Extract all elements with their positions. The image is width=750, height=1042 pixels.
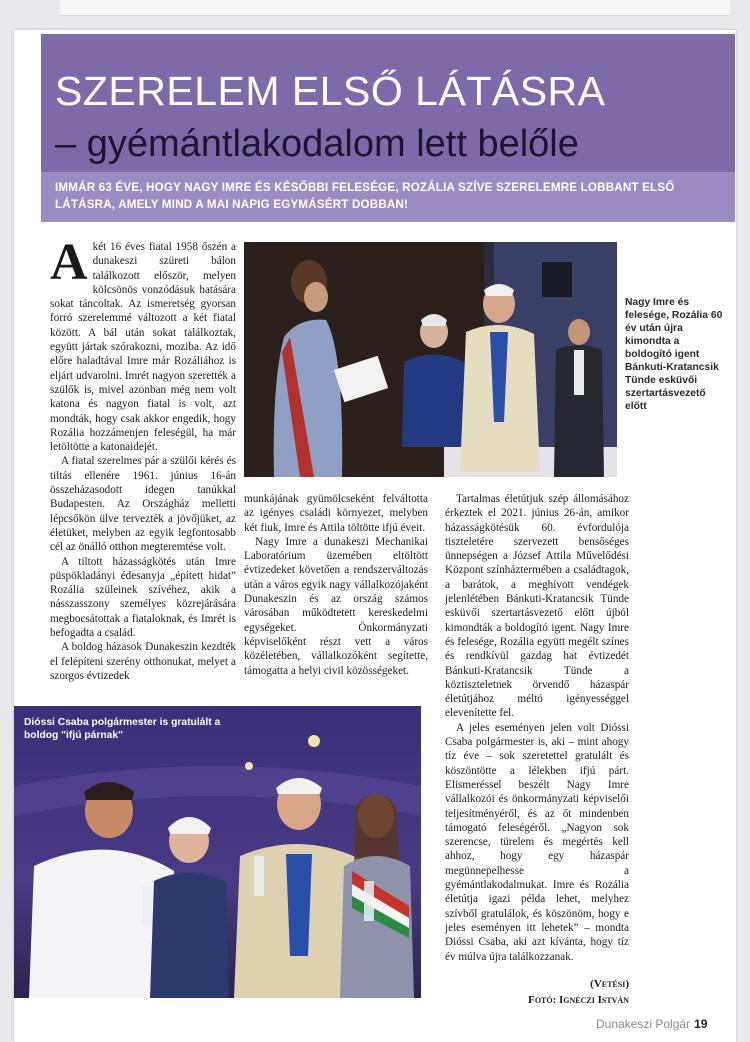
article-subtitle: – gyémántlakodalom lett belőle	[55, 123, 579, 165]
photo-credit: Fotó: Ignéczi István	[528, 994, 629, 1006]
ceremony-photo-image	[244, 242, 617, 477]
paragraph: A boldog házasok Dunakeszin kezdték el felépíteni szerény otthonukat, melyet a szorgos évtizedek	[50, 641, 236, 682]
paragraph: A két 16 éves fiatal 1958 őszén a dunakeszi szüreti bálon találkozott először, melyen kölcsönös vonzódásuk hatására sokat táncoltak. Az ismeretség gyorsan forró szerelemmé változott a két fiatal között. A bál után sokat találkoztak, együtt jártak szórakozni, moziba. Az idő előre haladtával Imre már Rozáliához is eljárt udvarolni. Imrét nagyon szerették a szülők is, mivel azonban még nem volt katona és nagyon fiatal is volt, azt mondták, hogy csak akkor engedik, hogy Rozália hozzámenjen feleségül, ha már letöltötte a katonaidejét.	[50, 234, 236, 454]
magazine-page	[14, 30, 736, 1042]
congratulation-photo	[14, 706, 421, 998]
magazine-name: Dunakeszi Polgár	[596, 1017, 691, 1031]
article-title: SZERELEM ELSŐ LÁTÁSRA	[55, 68, 606, 114]
ceremony-photo	[244, 242, 617, 477]
previous-page-edge	[60, 0, 730, 16]
paragraph: A fiatal szerelmes pár a szülői kérés és tiltás ellenére 1961. június 16-án összeházasodott idegen tanúkkal Budapesten. Az Országház melletti lépcsőkön ülve tervezték a jövőjüket, az életüket, melyben az egyik legfontosabb cél az önálló otthon megteremtése volt.	[50, 455, 236, 554]
congratulation-photo-image	[14, 706, 421, 998]
text-column-1	[50, 234, 236, 683]
paragraph: munkájának gyümölcseként felváltotta az igényes családi környezet, melyben két fiuk, Imre és Attila töltötte ifjú éveit.	[244, 493, 428, 534]
title-banner	[41, 34, 735, 172]
drop-cap: A	[50, 234, 88, 291]
paragraph: Nagy Imre a dunakeszi Mechanikai Laboratórium üzemében eltöltött évtizedeket követően a rendszerváltozás után a város egyik nagy vállalkozójaként Dunakeszin és az ország számos városában működtetett kereskedelmi egységeket. Önkormányzati képviselőként részt vett a város közéletében, vállalkozóként segítette, támogatta a helyi civil közösségeket.	[244, 535, 428, 677]
ceremony-caption: Nagy Imre és felesége, Rozália 60 év után újra kimondta a boldogító igent Bánkuti-Kratancsik Tünde esküvői szertartásvezető előtt	[625, 297, 723, 412]
congratulation-caption: Dióssi Csaba polgármester is gratulált a boldog "ifjú párnak"	[24, 717, 221, 741]
page-footer	[596, 1017, 707, 1031]
paragraph: Tartalmas életútjuk szép állomásához érkeztek el 2021. június 26-án, amikor házasságkötésük 60. évfordulója tiszteletére szervezett bensőséges ünnepségen a József Attila Művelődési Központ színháztermében a családtagok, a barátok, a meghívott vendégek jelenlétében Bánkuti-Kratancsik Tünde esküvői szertartásvezető előtt újból kimondták a boldogító igent. Nagy Imre és felesége, Rozália együtt megélt színes és rendkívül gazdag hat évtizedét Bánkuti-Kratancsik Tünde a köztiszteletnek örvendő házaspár életútjához méltó igényességgel elevenítette fel.	[445, 493, 629, 720]
article-lead	[41, 172, 735, 222]
text-column-2	[244, 492, 428, 678]
text-column-3	[445, 492, 629, 964]
byline: (Vetési)	[590, 978, 629, 990]
paragraph: A tiltott házasságkötés után Imre püspökladányi édesanyja „épített hidat” Rozália szüleinek szívéhez, akik a násszasszony személyes közrejárására megbocsátottak a fiataloknak, és Imrét is befogadta a család.	[50, 555, 236, 640]
page-number: 19	[694, 1017, 708, 1031]
paragraph: A jeles eseményen jelen volt Dióssi Csaba polgármester is, aki – mint ahogy tíz éve – sok szeretettel gratulált és köszöntötte a lélekben ifjú párt. Elismeréssel beszélt Nagy Imre vállalkozói és önkormányzati képviselői teljesítményéről, és az őt mindenben támogató feleségéről. „Nagyon sok szerencse, türelem és megértés kell ahhoz, hogy egy házaspár megünnepelhesse a gyémántlakodalmukat. Imre és Rozália életútja igazi példa lehet, melyhez szívből gratulálok, és köszönöm, hogy e jeles eseményen itt lehetek” – mondta Dióssi Csaba, aki azt kívánta, hogy tíz év múlva újra találkozzanak.	[445, 721, 629, 963]
credits	[445, 976, 629, 1008]
lead-text: IMMÁR 63 ÉVE, HOGY NAGY IMRE ÉS KÉSŐBBI FELESÉGE, ROZÁLIA SZÍVE SZERELEMRE LOBBANT ELSŐ LÁTÁSRA, AMELY MIND A MAI NAPIG EGYMÁSÉRT DOBBAN!	[55, 181, 675, 211]
